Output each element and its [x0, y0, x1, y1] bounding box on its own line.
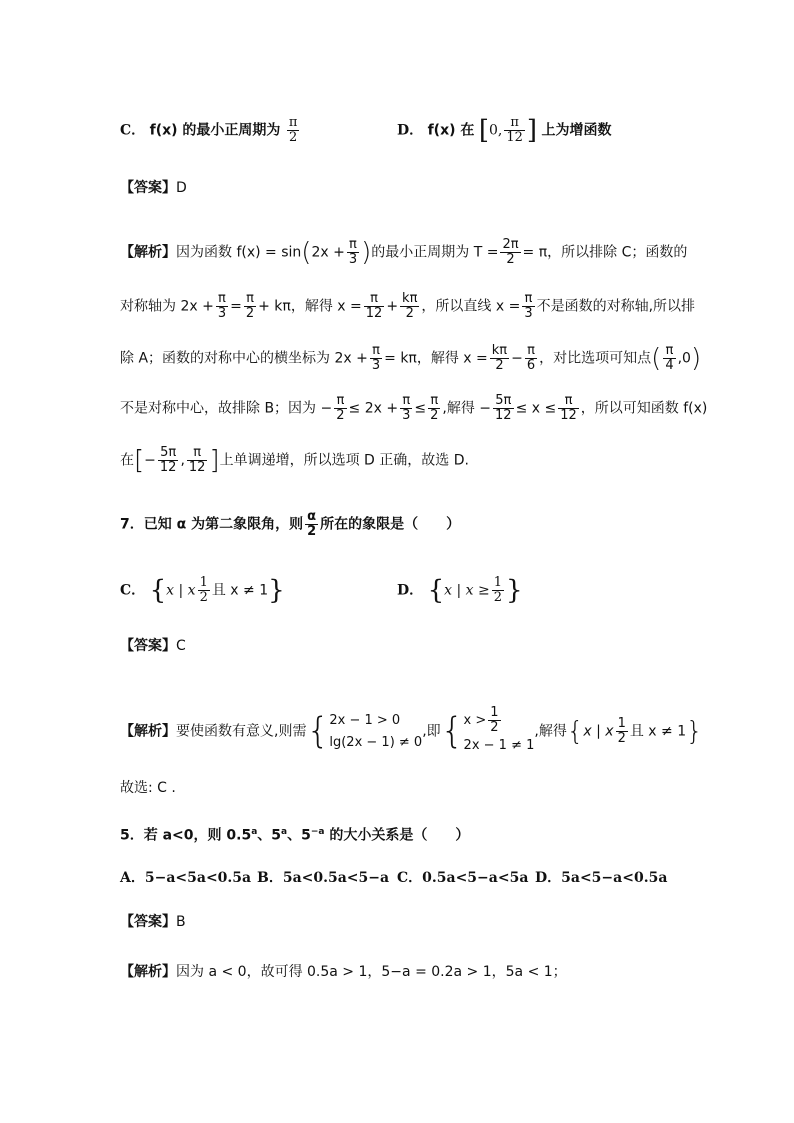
- answer-label: 【答案】: [120, 914, 176, 930]
- q6-expl-line1: 【解析】因为函数 f(x) = sin(2x + $\frac{\pi}{3}$ )的最小正周期为 T = $\frac{2\pi}{2}$ = π，所以排除 C；函数的: [120, 237, 688, 268]
- option-suffix: 上为增函数: [541, 122, 612, 139]
- expl-label: 【解析】: [120, 964, 176, 980]
- frac-den: 2: [287, 130, 300, 145]
- option-text: f(x) 的最小正周期为: [149, 122, 281, 139]
- question-stem-tail: 的大小关系是（ ）: [329, 827, 470, 844]
- q7-explanation: 【解析】要使函数有意义,则需{ 2x − 1 > 0 lg(2x − 1) ≠ 0 ,即{ x > $\frac{1}{2}$ 2x − 1 ≠ 1 ,解得{x | x $\frac{1}{2}$ 且 x ≠ 1}: [120, 706, 703, 757]
- expl-text: 的最小正周期为 T =: [371, 244, 499, 261]
- answer-value: B: [176, 914, 186, 930]
- q5-option-c: C．0.5a<5−a<5a: [397, 870, 529, 886]
- expl-text: = kπ，解得 x =: [384, 350, 488, 367]
- fraction: [504, 116, 525, 145]
- q6-expl-line2: 对称轴为 2x + $\frac{\pi}{3}$ = $\frac{\pi}{2}$ + kπ，解得 x = $\frac{\pi}{12}$ + $\frac{k\pi}{2}$ ，所以直线 x = $\frac{\pi}{3}$ 不是函数的对称轴,所以排: [120, 291, 696, 321]
- q5-answer: [120, 912, 186, 932]
- system-1: [329, 710, 422, 754]
- q5-option-d: D．5a<5−a<0.5a: [535, 870, 668, 886]
- option-label: C．: [120, 122, 146, 139]
- option-text: f(x) 在: [427, 122, 475, 139]
- q7-answer: [120, 636, 186, 656]
- system-row: 2x − 1 ≠ 1: [463, 738, 535, 753]
- expl-text: = π，所以排除 C；函数的: [522, 244, 688, 261]
- expl-text: 因为 a < 0，故可得 0.5a > 1，5−a = 0.2a > 1，5a < 1；: [176, 964, 567, 980]
- expl-text: ≤ 2x +: [348, 400, 399, 417]
- option-label: C．: [120, 582, 146, 599]
- frac-num: π: [288, 115, 298, 130]
- expl-text: ,解得 −: [442, 400, 492, 417]
- expl-text: x | x: [583, 723, 614, 740]
- q6-expl-line3: 除 A；函数的对称中心的横坐标为 2x + $\frac{\pi}{3}$ = kπ，解得 x = $\frac{k\pi}{2}$ − $\frac{\pi}{6}$ ，对比选项可知点( $\frac{\pi}{4}$ ,0): [120, 343, 702, 374]
- q7-conclusion: 故选: C .: [120, 780, 176, 796]
- expl-text: ，所以直线 x =: [421, 298, 521, 315]
- interval-left: 0,: [489, 122, 503, 139]
- expl-text: ，解得 x =: [290, 298, 362, 315]
- answer-label: 【答案】: [120, 180, 176, 196]
- expl-label: 【解析】: [120, 723, 176, 740]
- option-label: D．: [397, 582, 424, 599]
- question-stem: 5．若 a<0，则 0.5: [120, 827, 252, 844]
- option-label: D．: [397, 122, 424, 139]
- q6-expl-line4: 不是对称中心，故排除 B；因为 − $\frac{\pi}{2}$ ≤ 2x + $\frac{\pi}{3}$ ≤ $\frac{\pi}{2}$ ,解得 − $\frac{5\pi}{12}$ ≤ x ≤ $\frac{\pi}{12}$ ，所以可知函数 f(x): [120, 393, 708, 423]
- expl-label: 【解析】: [120, 244, 176, 261]
- q6-option-d: D． f(x) 在 [0, $\frac{\pi}{12}$ ] 上为增函数: [397, 115, 612, 146]
- q5-stem: 5．若 a<0，则 0.5$^a$、5$^a$、$5^{-a}$ 的大小关系是（ ）: [120, 827, 470, 844]
- system-2: x > $\frac{1}{2}$ 2x − 1 ≠ 1: [464, 706, 535, 757]
- fraction: [305, 510, 318, 539]
- q5-explanation: [120, 962, 567, 982]
- system-row: x >: [463, 713, 487, 728]
- expl-text: ,即: [422, 723, 441, 740]
- expl-text: 且 x ≠ 1: [629, 723, 687, 740]
- q5-option-a: A．5−a<5a<0.5a: [120, 870, 252, 886]
- expl-text: ，所以可知函数 f(x): [580, 400, 708, 417]
- q7-option-d: D． {x | x ≥ $\frac{1}{2}$ }: [397, 575, 523, 606]
- expl-text: ,解得: [534, 723, 567, 740]
- answer-value: D: [176, 180, 187, 196]
- expl-text: 因为函数 f(x) = sin: [176, 244, 302, 261]
- question-stem-tail: 所在的象限是（ ）: [320, 516, 461, 533]
- expl-text: 不是函数的对称轴,所以排: [536, 298, 696, 315]
- option-text: x | x ≥: [444, 582, 490, 599]
- q7-option-c: C． {x | x $\frac{1}{2}$ 且 x ≠ 1}: [120, 575, 285, 606]
- expl-text: 在: [120, 452, 134, 469]
- q5-option-b: B．5a<0.5a<5−a: [257, 870, 390, 886]
- frac-num: π: [510, 115, 519, 130]
- expl-text: ，对比选项可知点: [539, 350, 652, 367]
- option-text: x | x: [166, 582, 196, 599]
- expl-text: 对称轴为 2x +: [120, 298, 214, 315]
- question-stem: 7．已知 α 为第二象限角，则: [120, 516, 304, 533]
- q6-expl-line5: 在[− $\frac{5\pi}{12}$ , $\frac{\pi}{12}$ ]上单调递增，所以选项 D 正确，故选 D.: [120, 445, 469, 476]
- fraction: [287, 116, 300, 145]
- q7-stem: [120, 510, 460, 539]
- frac-den: 12: [506, 130, 523, 145]
- system-row: 2x − 1 > 0: [329, 712, 401, 728]
- frac-num: α: [307, 509, 317, 524]
- frac-den: 2: [307, 524, 317, 539]
- system-row: lg(2x − 1) ≠ 0: [329, 734, 423, 750]
- option-tail: 且 x ≠ 1: [211, 582, 269, 599]
- expl-text: 除 A；函数的对称中心的横坐标为 2x +: [120, 350, 368, 367]
- expl-text: 要使函数有意义,则需: [176, 723, 307, 740]
- expl-text: 上单调递增，所以选项 D 正确，故选 D.: [219, 452, 469, 469]
- q6-option-c: [120, 116, 301, 145]
- q6-answer: [120, 178, 187, 198]
- answer-value: C: [176, 638, 186, 654]
- expl-text: 不是对称中心，故排除 B；因为 −: [120, 400, 333, 417]
- answer-label: 【答案】: [120, 638, 176, 654]
